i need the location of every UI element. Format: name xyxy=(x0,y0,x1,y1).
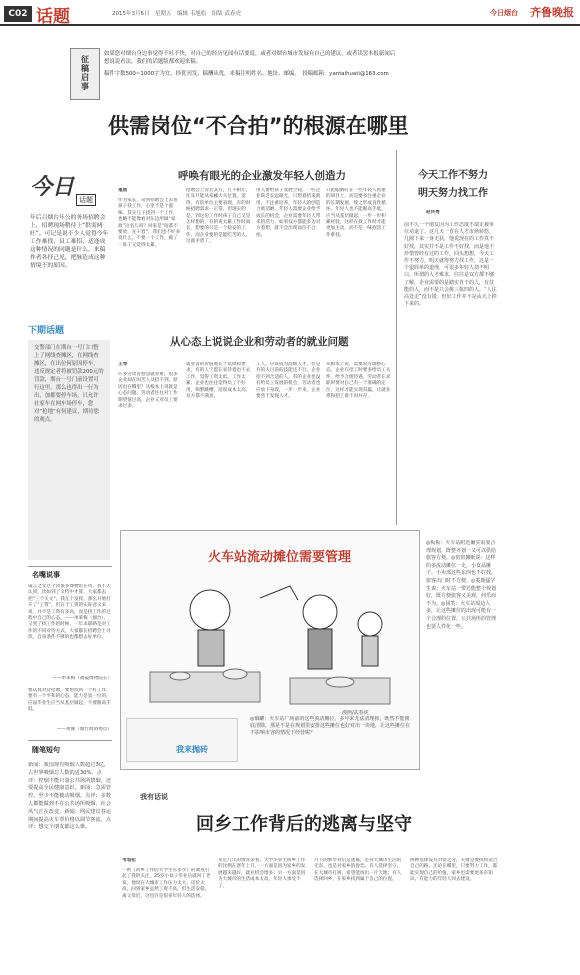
sidebar-heading-1: 今天工作不努力 xyxy=(418,170,488,181)
article2-col1: 许多劳动者抱怨就业难，很多企业却在叫苦人员招不到，原因出在哪里？从根本上说就是心态问题。劳动者往往对工作期望值过高，企业又对员工要求过多。 xyxy=(118,372,178,410)
article1-col1: 作为家长，常到招聘会上去帮孩子找工作，心里不是个滋味。其实儿子找到一个工作，也略不能像看对东边所做“家政”这名儿吗？回家是“啥都不要放，先干着”，我们也不好多说什么，不要一个工作，做了一阵子又觉得太累。 xyxy=(118,198,181,248)
bottom-kicker: 我有话说 xyxy=(140,793,168,801)
main-title: 供需岗位“不合拍”的根源在哪里 xyxy=(108,114,409,138)
bottom-col2: 从近几年的情况来看，大学毕业生回乡工作的比例在逐年上升，一方面是因为家乡的发展越来越好，就业机会增多；另一方面是因为大城市的生活成本太高，年轻人承受不了。 xyxy=(218,858,306,889)
sidebar-divider xyxy=(396,150,397,525)
bottom-col3: 月下的繁华背后是逃离，是对大城市生活的无奈，也是对家乡的眷恋。有人选择坚守，在大城市打拼，希望能闯出一片天地；有人选择回乡，在家乡找到属于自己的位置。 xyxy=(314,858,402,883)
article2-heading: 从心态上说说企业和劳动者的就业问题 xyxy=(170,336,349,348)
article2-col4: 从根本上说，需要双方调整心态，企业在招工时要多给员工关怀，给予合理待遇，劳动者在求职时要对自己有一个准确的定位，这样才能实现双赢，让就业难和招工难不再并存。 xyxy=(326,362,391,400)
fact-body: 新闻：我国现有吸烟人数超过3亿，占世界吸烟总人数的近30%。点评：控烟不能只靠公共场所禁烟，还要提高全民健康意识。新闻：急需管控，至少不能被动吸烟。点评：多数人都能做到不在公共场所吸烟，社会风气正在改变。新闻：网民建议春运期间提高火车票价格以调节客流。点评：想交个朋友都这么难。 xyxy=(28,762,112,831)
sidebar-heading-2: 明天努力找工作 xyxy=(418,188,488,199)
famous-body: 镜言之文这个词很多博物馆在用，我不大认同，比如到了文档中才算，大家都去把“三个关文”，我在个发挥，那么开始打开了“工资”，但在于工资的实际意义来说，并不是工资有多高，而是找工作的过程中自己的心态。——单莱梅（烟台）。又到了找工作的时候，一年求职路是对工作的不同对待方式，大家都在招聘会上寻找，自身条件不够的也都想去好单位。 xyxy=(28,584,111,641)
today-logo: 今日 xyxy=(30,175,75,200)
article2-author: 王琴 xyxy=(118,362,128,367)
bottom-title: 回乡工作背后的逃离与坚守 xyxy=(196,814,412,835)
fact-label: 随笔短句 xyxy=(32,746,60,754)
sidebar-author: 赵传勇 xyxy=(426,210,440,215)
article1-heading: 呼唤有眼光的企业激发年轻人创造力 xyxy=(178,170,346,182)
article2-col2: 就业者的价值观在于选择和要求，有的人宁愿在家待着也不去工作，觉得工资太低，工作太累；企业也往往觉得员工不好用，频繁跳槽，培训成本太高，双方都不满意。 xyxy=(186,362,251,400)
page-code: C02 xyxy=(4,6,32,22)
famous-sign: ——单莱梅（福镜博物院长） xyxy=(52,676,112,681)
cartoon-illustration xyxy=(140,568,410,718)
topic-tag: 话题 xyxy=(76,194,96,206)
article1-col3: 用人要给孩子发展空间，一些企业缺乏长远眼光，只想着招来就用，不注重培养，年轻人的创造力被消磨。年轻人需要企业给予成长的机会，企业需要年轻人带来的活力，如果双方都能多为对方着想，就不会出现岗位不合拍。 xyxy=(256,188,321,238)
cartoon-title: 火车站流动摊位需要管理 xyxy=(208,550,352,565)
famous-body-2: 要认真对待招聘，要想找到一个好工作，要有一个平和的心态，能力是第一位的，应届毕业生应当从基层做起，不要眼高手低。 xyxy=(28,688,111,713)
notice-label-box xyxy=(70,48,100,100)
left-rule-2 xyxy=(28,740,112,741)
next-topic-title: 下期话题 xyxy=(28,326,65,336)
notice-line-3: 稿件字数500~1000字为宜，择优刊发，稿酬从优，来稿注明姓名、地址、邮编。 投稿邮箱：yantaihuati@163.com xyxy=(104,71,389,77)
notice-line-1: 如果您对烟台身边事觉得不吐不快，对自己的经历见闻有话要说，或者对烟台城市发展有自己的建议，或者读罢本报新闻后 xyxy=(104,51,396,57)
paper-logo: 齐鲁晚报 xyxy=(530,6,574,19)
famous-sign-2: ——黄刚（烟台政协委员） xyxy=(56,727,112,732)
cartoon-artist: 漫画/武春虎 xyxy=(342,710,369,716)
cartoon-caption: ◎烟罐：火车站广场前的这些流动摊位，多年来无法清理掉，既然不能彻底清除，那是不是在规划里安排这些摊位也好对出一块地，让这些摊位在不影响市容的情况下经营呢？ xyxy=(250,716,411,736)
brick-body: ◎板板：火车站附近确实需要合理规划，既整齐划一又可以供给旅客方便。◎密密摊贩说：这样的多流动摊位一走，小食品摊子、小卖部这些东西也不好找，旅客出门时不方便。◎菱鹿猛学生说：火车站一带若能整个规划好，既方便旅客又美观，何乐而不为。◎冈笑：火车站周边人多，让这些摊位的出现可能有一个合理的位置，公共场所的管理也要人性化一些。 xyxy=(426,540,497,630)
article1-author: 嵬刚 xyxy=(118,188,128,193)
bottom-author: 韦旭松 xyxy=(122,858,136,863)
article1-col4: 只把眼睛盯在一些年轻人看重的项目上，而是要多注重企业的长期发展，使之形成良性循环。年轻人也不能眼高手低，应当从基层做起，一步一步积累经验，这样在找工作时才能更加主动，而不是一味抱怨工作难找。 xyxy=(326,188,386,238)
article1-col2: 招聘会上旁若其方，互不相让，往耳只能从家郦大夫位置，觉得，有的单位主要表现，有的时候招聘需求一正常，但现实的是，到这份工作时孩子自己又是怎样想的，有的说太累工作时间长，想要的只是一个稳妥的工作，而企业要的是能吃苦的人，这就矛盾了。 xyxy=(186,188,251,245)
notice-label: 征稿启事 xyxy=(80,55,90,91)
bottom-col1: 一则《回乡工作的大学生有多少》的调查引起了我的关注，25岁小伙子毕业后就回了老家，他说在大城市工作压力太大，房价太高，回到家乡虽然工资不高，但生活安稳，离父母近，这也许是很多年轻人的选择。 xyxy=(122,868,211,899)
sidebar-body: 前不久一个朋友因为工作态度不端正被单位劝退了。这几天一直在人才市场转悠，几圈下来一身无获，他说现在的工作真不好找，其实并不是工作不好找，而是他不珍惜曾经有过的工作。回头想想，今天工作不努力，明天就得努力找工作，这是一个很简单的道理，可很多年轻人却不明白。所谓的人才难求，往往是双方都不够了解，企业需要的是踏实肯干的人，有技能的人，而不是只会挑三拣四的人。“人往高处走”没有错，但好工作并不是从天上掉下来的。 xyxy=(404,222,497,308)
next-topic-body: 交警部门在期台一号门口整上了网线查摊区，在网线查摊区，在出位何原因停车，违反规定者将被罚款200元的罚款，期台一号门前设置可行这里，那么也得出一行为出，加都要停车场，只允许社家车在网车场停车，您对“抢地”有何建议，期待您的观点。 xyxy=(34,345,104,423)
brick-label: 我来抛砖 xyxy=(176,745,208,754)
article2-col3: 工人，应该成为高级人才，但是有的人目前的技能还不行，企业招不到合适的人，有的企业也没有给员工发展的机会，劳动者也应放下身段，一步一步来，企业要善于发现人才。 xyxy=(256,362,321,400)
section-name: 话题 xyxy=(36,7,70,27)
brand-small: 今日烟台 xyxy=(490,9,518,17)
today-intro: 年后召烟台年公的务场招聘会上，招聘现场稍待上“供需两旺”。可记是说不少人觉得今年工作难找，员工难招，适逢成这种情况的同题是什么，来稿作者各抒己见，把脉造成这种情境不的原因。 xyxy=(30,215,109,269)
notice-text xyxy=(104,50,544,78)
brick-banner xyxy=(126,718,238,762)
left-rule-1 xyxy=(28,566,112,567)
bottom-col4: 两种选择没有对错之分，关键是要找到适合自己的路。无论在哪里，只要努力工作，都能实现自己的价值，家乡也需要更多有知识、有能力的年轻人回去建设。 xyxy=(410,858,498,883)
issue-meta: 2015年3月6日 星期五 编辑 韦旭松 组版 武春虎 xyxy=(112,11,241,17)
famous-label: 名嘴说事 xyxy=(32,571,60,579)
notice-line-2: 想说说看法，我们的话题版都欢迎来稿。 xyxy=(104,59,202,65)
